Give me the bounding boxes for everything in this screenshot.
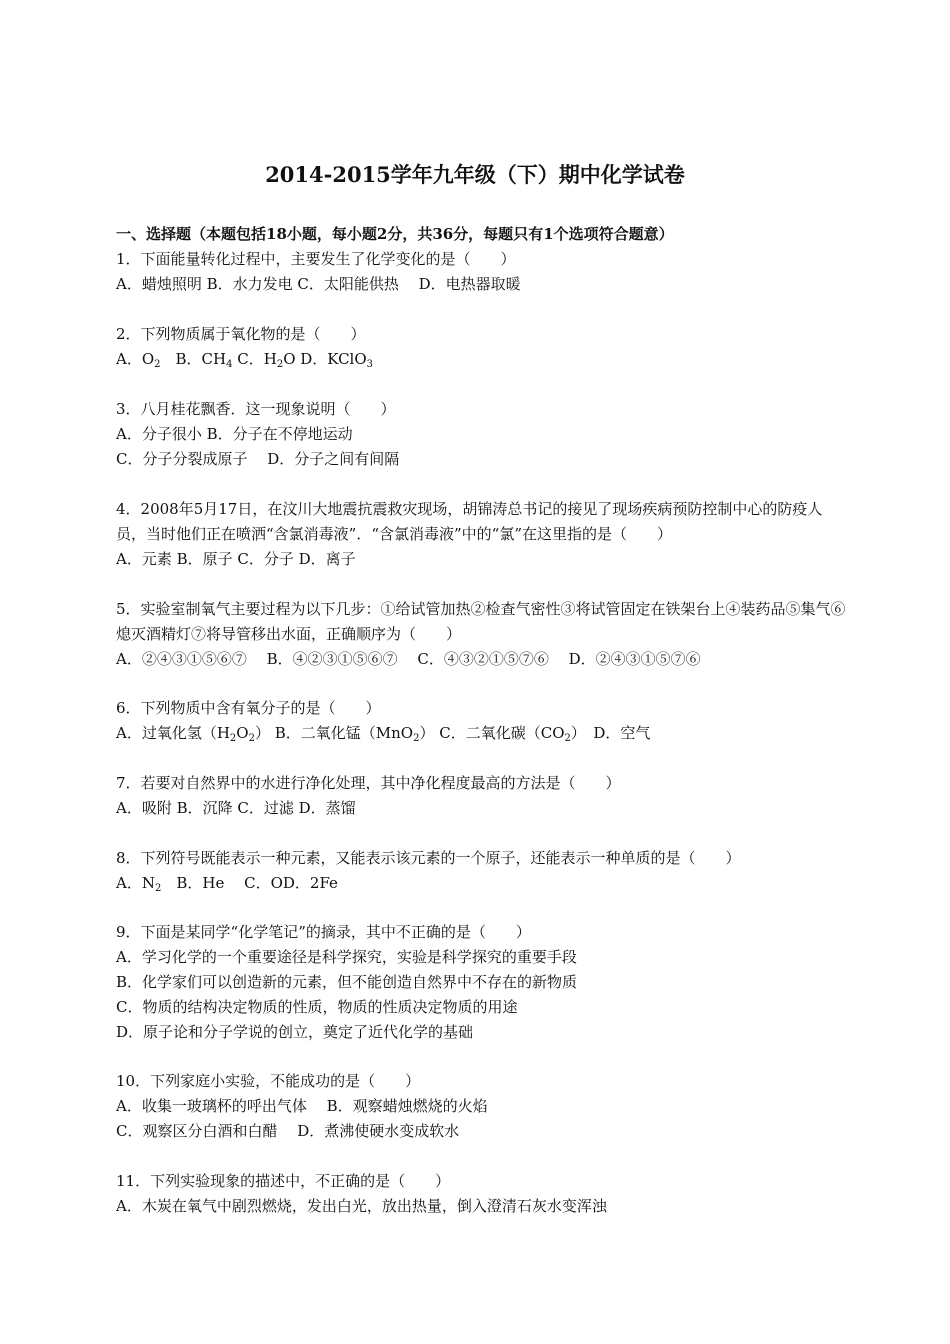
question-options: C．分子分裂成原子 D．分子之间有间隔 bbox=[116, 450, 400, 468]
question-option: D．原子论和分子学说的创立，奠定了近代化学的基础 bbox=[116, 1023, 474, 1041]
question-options: A．$N_2$ B．He C．OD．2Fe bbox=[116, 874, 338, 894]
question-10 bbox=[116, 1069, 846, 1144]
question-options: A．分子很小 B．分子在不停地运动 bbox=[116, 425, 353, 443]
question-9 bbox=[116, 920, 846, 1045]
question-options: A．$O_2$ B．$CH_4$ C．$H_2O$ D．KClO$_3$ bbox=[116, 350, 374, 370]
question-2 bbox=[116, 322, 846, 372]
question-stem: 2．下列物质属于氧化物的是（ ） bbox=[116, 325, 366, 343]
exam-title: 2014-2015学年九年级（下）期中化学试卷 bbox=[265, 162, 685, 187]
question-1 bbox=[116, 247, 846, 297]
question-option: C．物质的结构决定物质的性质，物质的性质决定物质的用途 bbox=[116, 998, 518, 1016]
question-options: A．蜡烛照明 B．水力发电 C．太阳能供热 D．电热器取暖 bbox=[116, 275, 521, 293]
question-stem: 8．下列符号既能表示一种元素，又能表示该元素的一个原子，还能表示一种单质的是（ ） bbox=[116, 849, 741, 867]
question-option: B．化学家们可以创造新的元素，但不能创造自然界中不存在的新物质 bbox=[116, 973, 578, 991]
question-stem: 3．八月桂花飘香．这一现象说明（ ） bbox=[116, 400, 396, 418]
question-options: A．元素 B．原子 C．分子 D．离子 bbox=[116, 550, 356, 568]
question-stem: 9．下面是某同学“化学笔记”的摘录，其中不正确的是（ ） bbox=[116, 923, 531, 941]
question-11 bbox=[116, 1169, 846, 1219]
question-stem: 6．下列物质中含有氧分子的是（ ） bbox=[116, 699, 381, 717]
question-options: A．吸附 B．沉降 C．过滤 D．蒸馏 bbox=[116, 799, 356, 817]
question-4 bbox=[116, 497, 846, 572]
question-6 bbox=[116, 696, 846, 746]
question-options: A．收集一玻璃杯的呼出气体 B．观察蜡烛燃烧的火焰 bbox=[116, 1097, 488, 1115]
question-stem: 4．2008年5月17日，在汶川大地震抗震救灾现场，胡锦涛总书记的接见了现场疾病预防控制中心的防疫人员，当时他们正在喷洒“含氯消毒液”．“含氯消毒液”中的“氯”在这里指的是（ ） bbox=[116, 500, 823, 543]
question-options: A．过氧化氢$(H_2O_2)$ B．二氧化锰（MnO$_2$） C．二氧化碳$(CO_2)$ D．空气 bbox=[116, 724, 651, 744]
question-3 bbox=[116, 397, 846, 472]
question-8 bbox=[116, 846, 846, 896]
question-options: A．木炭在氧气中剧烈燃烧，发出白光，放出热量，倒入澄清石灰水变浑浊 bbox=[116, 1197, 607, 1215]
question-stem: 5．实验室制氧气主要过程为以下几步：①给试管加热②检查气密性③将试管固定在铁架台上④装药品⑤集气⑥熄灭酒精灯⑦将导管移出水面，正确顺序为（ ） bbox=[116, 600, 846, 643]
question-5 bbox=[116, 597, 846, 672]
question-stem: 11．下列实验现象的描述中，不正确的是（ ） bbox=[116, 1172, 451, 1190]
question-options: A．②④③①⑤⑥⑦ B．④②③①⑤⑥⑦ C．④③②①⑤⑦⑥ D．②④③①⑤⑦⑥ bbox=[116, 650, 701, 668]
section-heading: 一、选择题（本题包括18小题，每小题2分，共36分，每题只有1个选项符合题意） bbox=[116, 225, 674, 243]
question-option: A．学习化学的一个重要途径是科学探究，实验是科学探究的重要手段 bbox=[116, 948, 577, 966]
question-stem: 10．下列家庭小实验，不能成功的是（ ） bbox=[116, 1072, 421, 1090]
question-options: C．观察区分白酒和白醋 D．煮沸使硬水变成软水 bbox=[116, 1122, 460, 1140]
question-stem: 1．下面能量转化过程中，主要发生了化学变化的是（ ） bbox=[116, 250, 516, 268]
question-7 bbox=[116, 771, 846, 821]
question-stem: 7．若要对自然界中的水进行净化处理，其中净化程度最高的方法是（ ） bbox=[116, 774, 621, 792]
